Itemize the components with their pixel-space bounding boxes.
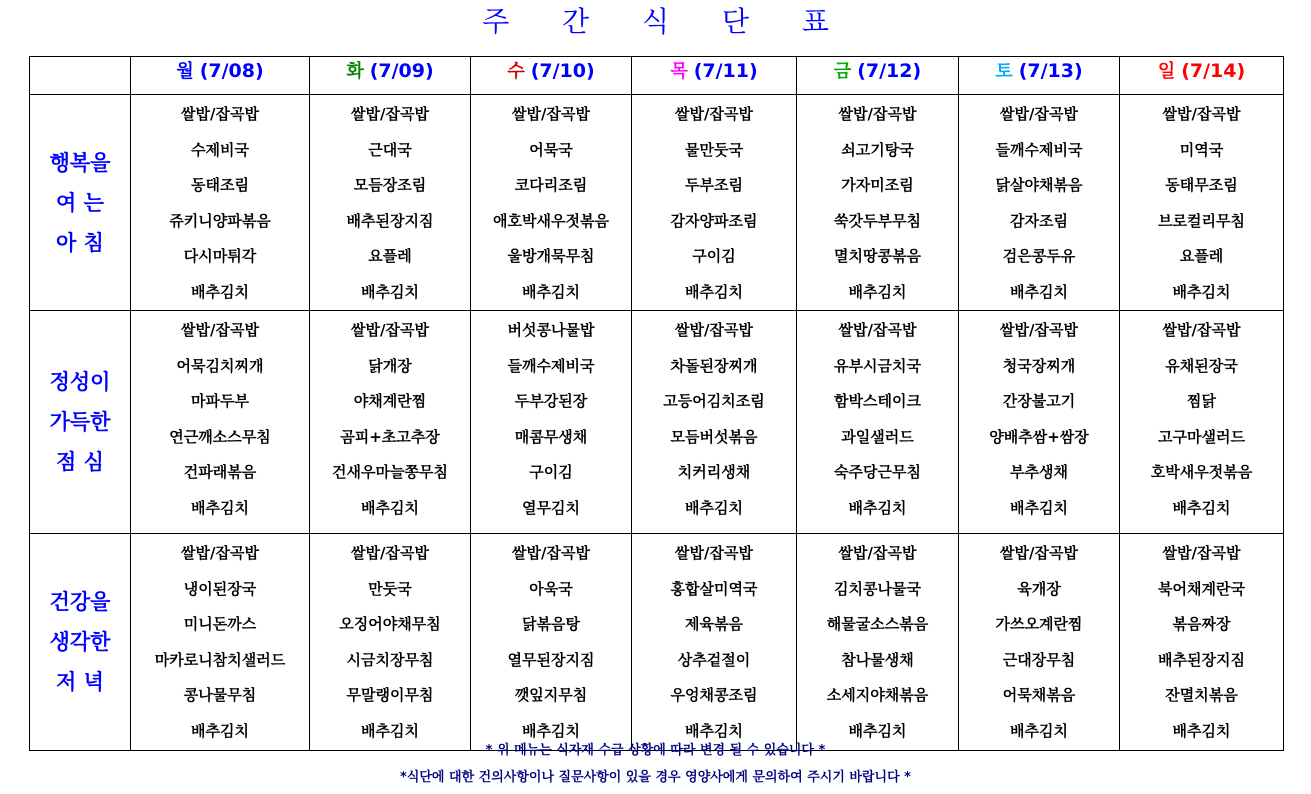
dish-item: 가자미조림 xyxy=(841,176,914,194)
dish-item: 연근깨소스무침 xyxy=(169,427,271,446)
dish-item: 구이김 xyxy=(529,463,573,481)
dish-item: 미역국 xyxy=(1179,140,1224,159)
dish-item: 쌀밥/잡곡밥 xyxy=(1162,105,1241,123)
meal-label-line: 생각한 xyxy=(49,630,111,654)
dish-item: 쑥갓두부무침 xyxy=(834,211,921,230)
day-date: (7/09) xyxy=(369,60,434,82)
day-date: (7/12) xyxy=(857,60,922,82)
meal-label-line: 아 침 xyxy=(56,230,104,255)
dish-item: 애호박새우젓볶음 xyxy=(493,211,609,230)
dish-item: 콩나물무침 xyxy=(183,686,257,704)
dish-item: 유채된장국 xyxy=(1165,356,1238,375)
dish-item: 고등어김치조림 xyxy=(663,392,765,410)
dish-item: 배추된장지짐 xyxy=(1158,650,1245,669)
menu-cell xyxy=(797,311,959,534)
dish-item: 배추김치 xyxy=(685,498,743,517)
dish-item: 쌀밥/잡곡밥 xyxy=(181,321,259,339)
dish-item: 코다리조림 xyxy=(514,176,588,194)
menu-cell xyxy=(632,311,797,534)
dish-item: 찜닭 xyxy=(1187,392,1216,410)
dish-item: 버섯콩나물밥 xyxy=(507,321,595,339)
dish-item: 모듬장조림 xyxy=(353,176,427,194)
weekly-menu-table xyxy=(29,56,1284,751)
dish-item: 쌀밥/잡곡밥 xyxy=(675,321,753,339)
day-icon: 수 xyxy=(507,61,525,82)
dish-item: 건새우마늘쫑무침 xyxy=(332,463,448,481)
dish-item: 동태무조림 xyxy=(1165,176,1238,194)
menu-cell xyxy=(131,534,310,751)
dish-item: 쌀밥/잡곡밥 xyxy=(181,544,259,562)
dish-item: 무말랭이무침 xyxy=(346,686,434,704)
dish-item: 매콤무생채 xyxy=(514,427,588,446)
meal-label-line: 정성이 xyxy=(49,370,111,394)
dish-item: 배추김치 xyxy=(522,282,580,301)
menu-cell xyxy=(471,95,632,311)
menu-cell xyxy=(959,534,1120,751)
dish-item: 배추김치 xyxy=(848,721,907,740)
menu-cell xyxy=(310,311,471,534)
dish-item: 울방개묵무침 xyxy=(507,247,595,265)
dish-item: 야채계란찜 xyxy=(353,392,427,410)
dish-item: 배추김치 xyxy=(361,282,419,301)
dish-item: 쌀밥/잡곡밥 xyxy=(838,105,917,123)
day-header-1 xyxy=(310,57,471,95)
dish-item: 배추김치 xyxy=(361,721,419,740)
menu-cell xyxy=(797,95,959,311)
page-title: 주 간 식 단 표 xyxy=(482,5,851,38)
note-menu-change: * 위 메뉴는 식자재 수급 상황에 따라 변경 될 수 있습니다 * xyxy=(485,743,826,758)
dish-item: 감자조림 xyxy=(1010,211,1068,230)
dish-item: 쌀밥/잡곡밥 xyxy=(512,544,590,562)
dish-item: 참나물생채 xyxy=(841,650,914,669)
dish-item: 배추김치 xyxy=(1010,282,1068,301)
meal-label-line: 건강을 xyxy=(49,590,111,614)
dish-item: 볶음짜장 xyxy=(1172,615,1231,633)
dish-item: 쌀밥/잡곡밥 xyxy=(1162,544,1241,562)
dish-item: 닭개장 xyxy=(368,356,412,375)
meal-label-line: 행복을 xyxy=(49,150,111,175)
menu-cell xyxy=(471,311,632,534)
dish-item: 깻잎지무침 xyxy=(514,686,588,704)
dish-item: 양배추쌈+쌈장 xyxy=(989,427,1089,446)
dish-item: 아욱국 xyxy=(529,579,573,598)
dish-item: 물만둣국 xyxy=(685,140,743,159)
dish-item: 쌀밥/잡곡밥 xyxy=(675,105,753,123)
breakfast-row xyxy=(30,95,1284,311)
meal-label-line: 점 심 xyxy=(56,450,104,474)
menu-cell xyxy=(1120,95,1284,311)
dish-item: 미니돈까스 xyxy=(183,615,257,633)
dish-item: 청국장찌개 xyxy=(1002,356,1076,375)
meal-label xyxy=(30,311,131,534)
menu-cell xyxy=(131,95,310,311)
day-date: (7/14) xyxy=(1181,60,1246,82)
dish-item: 동태조림 xyxy=(191,176,249,194)
dish-item: 오징어야채무침 xyxy=(339,615,441,633)
day-header-3 xyxy=(632,57,797,95)
day-date: (7/11) xyxy=(693,60,758,82)
dish-item: 검은콩두유 xyxy=(1002,247,1076,265)
dish-item: 배추김치 xyxy=(1010,498,1068,517)
menu-cell xyxy=(131,311,310,534)
dish-item: 배추김치 xyxy=(685,282,743,301)
dish-item: 수제비국 xyxy=(191,140,249,159)
dish-item: 쥬키니양파볶음 xyxy=(169,211,271,230)
dish-item: 어묵김치찌개 xyxy=(176,356,264,375)
dish-item: 홍합살미역국 xyxy=(670,579,758,598)
day-icon: 금 xyxy=(833,61,852,82)
dish-item: 요플레 xyxy=(368,247,412,265)
dish-item: 마카로니참치샐러드 xyxy=(154,650,286,669)
dish-item: 배추김치 xyxy=(1172,721,1231,740)
dish-item: 모듬버섯볶음 xyxy=(670,427,758,446)
meal-label-line: 여 는 xyxy=(56,190,104,215)
menu-cell xyxy=(632,95,797,311)
dish-item: 유부시금치국 xyxy=(834,356,921,375)
dish-item: 가쓰오계란찜 xyxy=(995,615,1083,633)
dish-item: 배추김치 xyxy=(1172,498,1231,517)
dish-item: 부추생채 xyxy=(1010,463,1068,481)
dish-item: 시금치장무침 xyxy=(346,650,434,669)
dish-item: 어묵채볶음 xyxy=(1002,686,1076,704)
dish-item: 배추김치 xyxy=(191,721,249,740)
dish-item: 고구마샐러드 xyxy=(1158,427,1245,446)
menu-cell xyxy=(797,534,959,751)
dish-item: 배추김치 xyxy=(685,721,743,740)
dish-item: 열무김치 xyxy=(522,498,580,517)
dish-item: 배추김치 xyxy=(848,282,907,301)
dish-item: 우엉채콩조림 xyxy=(670,686,758,704)
menu-cell xyxy=(1120,534,1284,751)
dish-item: 함박스테이크 xyxy=(834,392,921,410)
dish-item: 배추된장지짐 xyxy=(346,211,434,230)
day-header-4 xyxy=(797,57,959,95)
dish-item: 근대장무침 xyxy=(1002,650,1076,669)
dish-item: 상추겉절이 xyxy=(677,650,751,669)
dish-item: 멸치땅콩볶음 xyxy=(834,247,921,265)
day-icon: 목 xyxy=(670,61,688,82)
dish-item: 쌀밥/잡곡밥 xyxy=(351,105,429,123)
dish-item: 들깨수제비국 xyxy=(995,140,1083,159)
day-header-5 xyxy=(959,57,1120,95)
dish-item: 쌀밥/잡곡밥 xyxy=(1162,321,1241,339)
day-icon: 일 xyxy=(1157,61,1176,82)
dish-item: 요플레 xyxy=(1179,247,1224,265)
dish-item: 과일샐러드 xyxy=(841,427,914,446)
dish-item: 만둣국 xyxy=(368,579,412,598)
dish-item: 두부강된장 xyxy=(514,392,588,410)
menu-cell xyxy=(632,534,797,751)
dish-item: 쌀밥/잡곡밥 xyxy=(1000,105,1078,123)
dish-item: 근대국 xyxy=(368,140,412,159)
dish-item: 쌀밥/잡곡밥 xyxy=(351,544,429,562)
dish-item: 구이김 xyxy=(692,247,736,265)
dish-item: 쌀밥/잡곡밥 xyxy=(351,321,429,339)
meal-label xyxy=(30,95,131,311)
day-icon: 화 xyxy=(346,61,364,82)
menu-cell xyxy=(471,534,632,751)
day-icon: 월 xyxy=(176,61,194,82)
dish-item: 마파두부 xyxy=(191,392,249,410)
dish-item: 어묵국 xyxy=(529,140,573,159)
menu-cell xyxy=(310,95,471,311)
dish-item: 육개장 xyxy=(1017,579,1061,598)
dish-item: 배추김치 xyxy=(191,282,249,301)
dish-item: 해물굴소스볶음 xyxy=(826,615,929,633)
dish-item: 북어채계란국 xyxy=(1158,579,1245,598)
dish-item: 열무된장지짐 xyxy=(507,650,595,669)
day-date: (7/10) xyxy=(530,60,595,82)
dish-item: 쌀밥/잡곡밥 xyxy=(1000,544,1078,562)
meal-label-line: 가득한 xyxy=(49,410,111,434)
note-inquiry: *식단에 대한 건의사항이나 질문사항이 있을 경우 영양사에게 문의하여 주시기 바랍니다 * xyxy=(400,770,911,785)
dish-item: 쌀밥/잡곡밥 xyxy=(838,321,917,339)
menu-cell xyxy=(959,95,1120,311)
dish-item: 배추김치 xyxy=(361,498,419,517)
dinner-row xyxy=(30,534,1284,751)
dish-item: 배추김치 xyxy=(191,498,249,517)
day-icon: 토 xyxy=(995,61,1013,82)
dish-item: 건파래볶음 xyxy=(183,463,257,481)
day-date: (7/13) xyxy=(1018,60,1083,82)
dish-item: 차돌된장찌개 xyxy=(670,356,758,375)
dish-item: 냉이된장국 xyxy=(183,579,257,598)
dish-item: 배추김치 xyxy=(522,721,580,740)
dish-item: 간장불고기 xyxy=(1002,392,1076,410)
day-header-2 xyxy=(471,57,632,95)
dish-item: 들깨수제비국 xyxy=(507,356,595,375)
dish-item: 두부조림 xyxy=(685,176,743,194)
dish-item: 호박새우젓볶음 xyxy=(1150,463,1253,481)
dish-item: 배추김치 xyxy=(1010,721,1068,740)
dish-item: 감자양파조림 xyxy=(670,211,758,230)
day-header-0 xyxy=(131,57,310,95)
dish-item: 닭살야채볶음 xyxy=(995,176,1083,194)
dish-item: 쇠고기탕국 xyxy=(841,140,914,159)
dish-item: 다시마튀각 xyxy=(183,247,257,265)
dish-item: 숙주당근무침 xyxy=(834,463,921,481)
dish-item: 쌀밥/잡곡밥 xyxy=(512,105,590,123)
dish-item: 치커리생채 xyxy=(677,463,751,481)
day-date: (7/08) xyxy=(199,60,264,82)
dish-item: 김치콩나물국 xyxy=(834,579,921,598)
menu-cell xyxy=(1120,311,1284,534)
day-header-6 xyxy=(1120,57,1284,95)
dish-item: 브로컬리무침 xyxy=(1158,211,1245,230)
dish-item: 곰피+초고추장 xyxy=(340,427,440,446)
menu-cell xyxy=(959,311,1120,534)
dish-item: 쌀밥/잡곡밥 xyxy=(675,544,753,562)
meal-label xyxy=(30,534,131,751)
dish-item: 쌀밥/잡곡밥 xyxy=(181,105,259,123)
meal-label-line: 저 녁 xyxy=(56,670,104,694)
dish-item: 소세지야채볶음 xyxy=(826,686,929,704)
corner-cell xyxy=(30,57,131,95)
header-row xyxy=(30,57,1284,95)
dish-item: 쌀밥/잡곡밥 xyxy=(838,544,917,562)
dish-item: 닭볶음탕 xyxy=(522,615,580,633)
dish-item: 잔멸치볶음 xyxy=(1165,686,1238,704)
menu-cell xyxy=(310,534,471,751)
dish-item: 쌀밥/잡곡밥 xyxy=(1000,321,1078,339)
dish-item: 제육볶음 xyxy=(685,615,743,633)
dish-item: 배추김치 xyxy=(848,498,907,517)
lunch-row xyxy=(30,311,1284,534)
dish-item: 배추김치 xyxy=(1172,282,1231,301)
